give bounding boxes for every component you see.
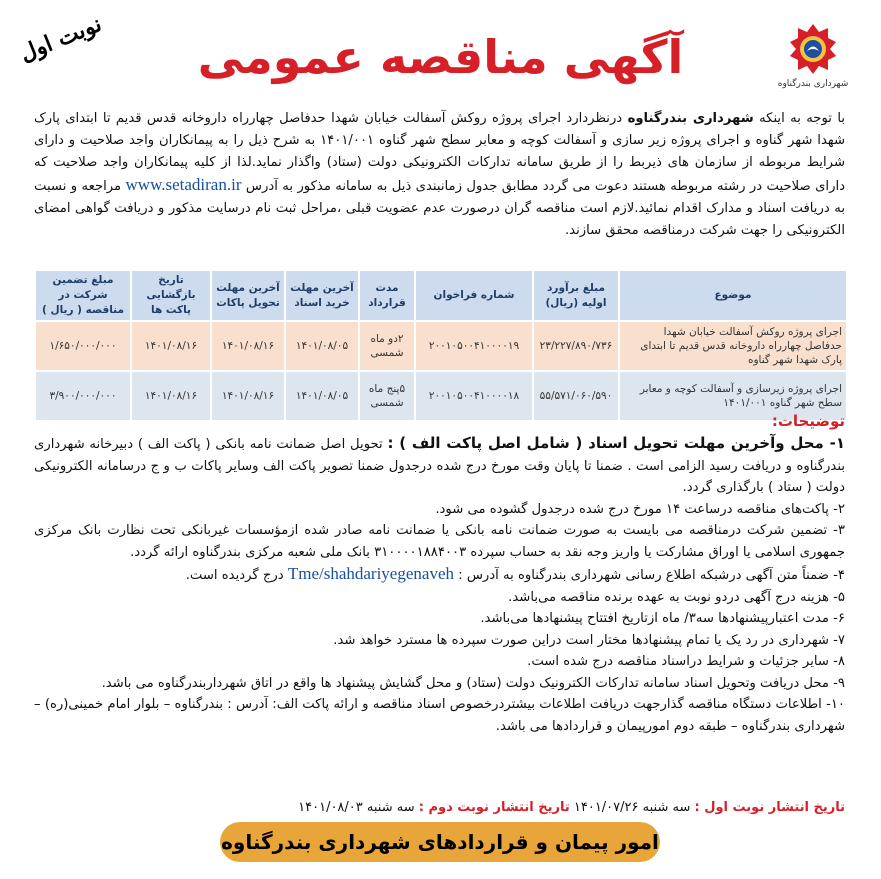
table-cell: ۲دو ماه شمسی [359,321,415,371]
note-item: ۶- مدت اعتبارپیشنهادها سه۳/ ماه ازتاریخ افتتاح پیشنهادها می‌باشد. [480,611,845,626]
second-publication-date: سه شنبه ۱۴۰۱/۰۸/۰۳ [298,800,419,815]
publication-dates [34,797,845,818]
note-item: ۷- شهرداری در رد یک یا تمام پیشنهادها مختار است دراین صورت سپرده ها مسترد خواهد شد. [333,632,845,648]
note-item: ۵- هزینه درج آگهی دردو نوبت به عهده برنده مناقصه می‌باشد. [508,589,845,605]
table-cell: ۲۰۰۱۰۵۰۰۴۱۰۰۰۰۱۸ [415,371,533,421]
table-cell: ۱۴۰۱/۰۸/۰۵ [285,321,359,371]
table-cell: ۲۳/۲۲۷/۸۹۰/۷۳۶ [533,321,619,371]
table-header-row [35,270,847,321]
note-item [34,433,845,499]
table-cell: ۱۴۰۱/۰۸/۱۶ [211,321,285,371]
table-cell: ۵۵/۵۷۱/۰۶۰/۵۹۰ [533,371,619,421]
intro-text-end: مراجعه و نسبت به دریافت اسناد و مدارک اقدام نمائید.لازم است مناقصه گران درصورت عدم عضویت قبلی ،مراحل ثبت نام درسایت مذکور و دریافت گواهی امضای الکترونیکی را جهت شرکت درمناقصه محقق سازند. [34,179,845,238]
table-cell: ۳/۹۰۰/۰۰۰/۰۰۰ [35,371,131,421]
table-row [35,371,847,421]
note-item: ۳- تضمین شرکت درمناقصه می بایست به صورت ضمانت نامه بانکی یا ضمانت نامه صادر شده ازمؤسسات غیربانکی تحت نظارت بانک مرکزی جمهوری اسلامی یا اوراق مشارکت یا واریز وجه نقد به حساب سپرده ۳۱۰۰۰۰۱۸۸۴۰۰۳ بانک ملی شعبه مرکزی بندرگناوه ارائه گردد. [34,523,845,560]
table-cell: ۱/۶۵۰/۰۰۰/۰۰۰ [35,321,131,371]
column-header: مبلغ برآورد اولیه (ریال) [533,270,619,321]
column-header: موضوع [619,270,847,321]
table-row [35,321,847,371]
table-cell: ۱۴۰۱/۰۸/۱۶ [131,371,211,421]
table-cell: اجرای پروژه روکش آسفالت خیابان شهدا حدفاصل چهارراه داروخانه قدس قدیم تا ابتدای پارک شهدا شهر گناوه [619,321,847,371]
page-title: آگهی مناقصه عمومی [197,30,684,84]
round-badge: نوبت اول [16,10,106,68]
column-header: شماره فراخوان [415,270,533,321]
table-cell: ۵پنج ماه شمسی [359,371,415,421]
municipality-name: شهرداری بندرگناوه [627,111,754,126]
setadiran-link[interactable]: www.setadiran.ir [125,175,242,194]
note-text: درج گردیده است. [185,568,288,583]
note-item: ۹- محل دریافت وتحویل اسناد سامانه تدارکات الکترونیک دولت (ستاد) و محل گشایش پیشنهاد ها واقع در اتاق شهرداربندرگناوه می باشد. [101,675,845,691]
first-publication-date: سه شنبه ۱۴۰۱/۰۷/۲۶ [569,800,695,815]
table-cell: اجرای پروژه زیرسازی و آسفالت کوچه و معابر سطح شهر گناوه ۱۴۰۱/۰۰۱ [619,371,847,421]
first-publication-label: تاریخ انتشار نوبت اول : [694,800,845,815]
note-text: تحویل اصل ضمانت نامه بانکی ( پاکت الف ) دبیرخانه شهرداری بندرگناوه و دریافت رسید الزامی است . ضمنا تا پایان وقت مورخ درج شده درجدول ضمنا تصویر پاکت الف وسایر پاکات ب و ج درسامانه الکترونیکی دولت ( ستاد ) بارگذاری گردد. [34,437,845,495]
table-cell: ۱۴۰۱/۰۸/۱۶ [211,371,285,421]
intro-text-start: با توجه به اینکه [753,111,846,126]
note-text: ۴- ضمناً متن آگهی درشبکه اطلاع رسانی شهرداری بندرگناوه به آدرس : [454,568,845,583]
telegram-link[interactable]: Tme/shahdariyegenaveh [287,564,454,583]
intro-paragraph [34,108,845,242]
note-item [34,563,845,587]
logo-caption: شهرداری بندرگناوه [777,79,849,89]
notes-list [34,433,845,737]
tender-table [34,269,848,422]
column-header: آخرین مهلت تحویل پاکات [211,270,285,321]
table-cell: ۱۴۰۱/۰۸/۱۶ [131,321,211,371]
intro-text-middle: درنظردارد اجرای پروژه روکش آسفالت خیابان شهدا حدفاصل چهارراه داروخانه قدس قدیم تا ابتدای پارک شهدا شهر گناوه و اجرای پروژه زیر سازی و آسفالت کوچه و معابر سطح شهر گناوه ۱۴۰۱/۰۰۱ به شرح ذیل را به پیمانکاران واجد صلاحیت و دارای شرایط مربوطه از سازمان های ذیربط را از طریق سامانه تدارکات الکترونیکی دولت (ستاد) واگذار نماید.لذا از کلیه پیمانکاران واجد صلاحیت که دارای صلاحیت در رشته مربوطه هستند دعوت می گردد مطابق جدول زمانبندی ذیل به سامانه مذکور به آدرس [34,111,845,194]
note-heading: ۱- محل وآخرین مهلت تحویل اسناد ( شامل اصل پاکت الف ) : [387,434,845,452]
second-publication-label: تاریخ انتشار نوبت دوم : [418,800,570,815]
column-header: مدت قرارداد [359,270,415,321]
notes-title: توضیحات: [771,412,845,430]
column-header: تاریخ بازگشایی پاکت ها [131,270,211,321]
table-cell: ۲۰۰۱۰۵۰۰۴۱۰۰۰۰۱۹ [415,321,533,371]
note-item: ۲- پاکت‌های مناقصه درساعت ۱۴ مورخ درج شده درجدول گشوده می شود. [435,501,845,517]
column-header: آخرین مهلت خرید اسناد [285,270,359,321]
note-item: ۸- سایر جزئیات و شرایط دراسناد مناقصه درج شده است. [527,654,845,669]
table-cell: ۱۴۰۱/۰۸/۰۵ [285,371,359,421]
note-item: ۱۰- اطلاعات دستگاه مناقصه گذارجهت دریافت اطلاعات بیشتردرخصوص اسناد مناقصه و ارائه پاکت الف: آدرس : بندرگناوه – بلوار امام خمینی(ره) – شهرداری بندرگناوه – طبقه دوم امورپیمان و قراردادها می باشد. [34,697,845,734]
header [0,0,881,110]
column-header: مبلغ تضمین شرکت در مناقصه ( ریال ) [35,270,131,321]
footer-banner: امور پیمان و قراردادهای شهرداری بندرگناوه [220,822,660,862]
